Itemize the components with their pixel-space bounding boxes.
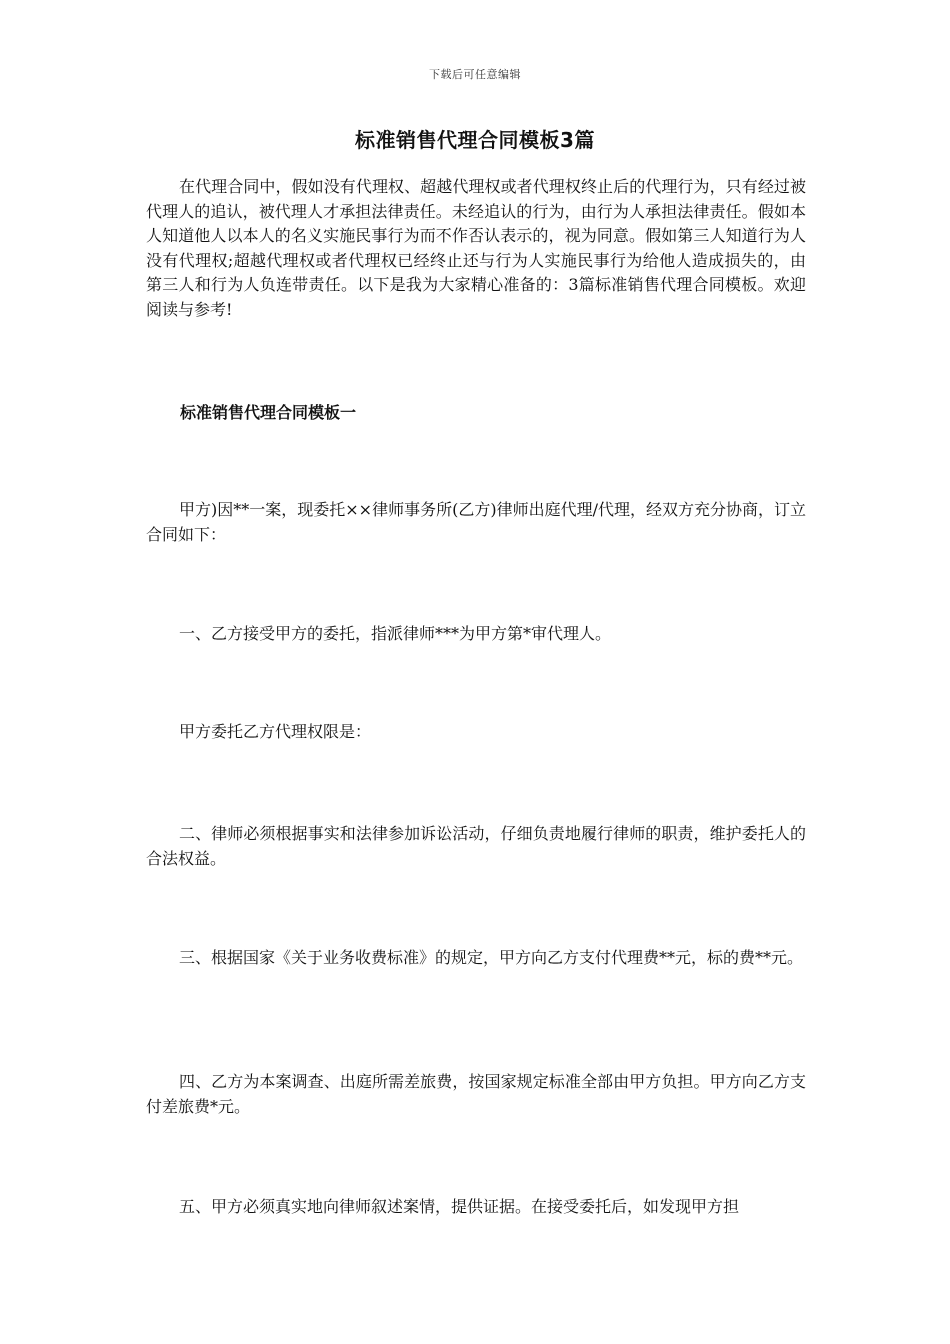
- contract-paragraph-preamble: 甲方)因**一案，现委托××律师事务所(乙方)律师出庭代理/代理，经双方充分协商，订立合同如下：: [146, 500, 806, 544]
- contract-clause-2: 二、律师必须根据事实和法律参加诉讼活动，仔细负责地履行律师的职责，维护委托人的合法权益。: [146, 824, 806, 868]
- contract-clause-5: 五、甲方必须真实地向律师叙述案情，提供证据。在接受委托后，如发现甲方担: [179, 1197, 740, 1216]
- contract-clause-4: 四、乙方为本案调查、出庭所需差旅费，按国家规定标准全部由甲方负担。甲方向乙方支付差旅费*元。: [146, 1072, 806, 1116]
- contract-clause-3: 三、根据国家《关于业务收费标准》的规定，甲方向乙方支付代理费**元，标的费**元。: [179, 948, 804, 967]
- contract-authority-scope: 甲方委托乙方代理权限是：: [179, 722, 372, 741]
- page-header-note: 下载后可任意编辑: [429, 68, 521, 81]
- contract-clause-1: 一、乙方接受甲方的委托，指派律师***为甲方第*审代理人。: [179, 624, 612, 643]
- section-heading: 标准销售代理合同模板一: [180, 403, 357, 422]
- document-title: 标准销售代理合同模板3篇: [355, 128, 595, 152]
- intro-paragraph: 在代理合同中，假如没有代理权、超越代理权或者代理权终止后的代理行为，只有经过被代理人的追认，被代理人才承担法律责任。未经追认的行为，由行为人承担法律责任。假如本人知道他人以本人的名义实施民事行为而不作否认表示的，视为同意。假如第三人知道行为人没有代理权;超越代理权或者代理权已经终止还与行为人实施民事行为给他人造成损失的，由第三人和行为人负连带责任。以下是我为大家精心准备的：3篇标准销售代理合同模板。欢迎阅读与参考!: [146, 177, 806, 319]
